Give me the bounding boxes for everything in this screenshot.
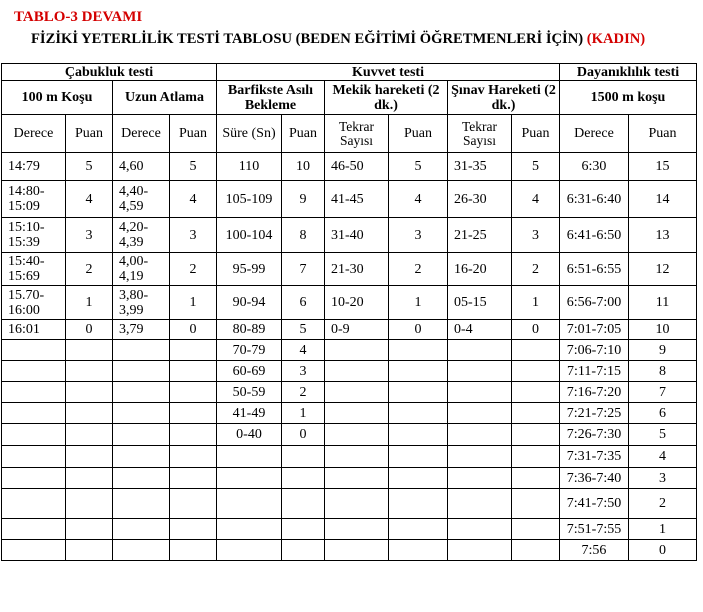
cell-barfiks-puan xyxy=(282,489,325,519)
col-puan: Puan xyxy=(282,115,325,153)
cell-kosu100-puan xyxy=(66,519,113,540)
col-derece: Derece xyxy=(113,115,170,153)
cell-kosu1500-derece: 6:51-6:55 xyxy=(560,253,629,286)
cell-kosu100-derece xyxy=(2,468,66,489)
cell-barfiks-sure: 95-99 xyxy=(217,253,282,286)
table-row xyxy=(2,181,697,218)
cell-kosu1500-puan: 13 xyxy=(629,218,697,253)
col-derece: Derece xyxy=(2,115,66,153)
cell-sinav-puan xyxy=(512,382,560,403)
cell-mekik-tekrar: 31-40 xyxy=(325,218,389,253)
cell-kosu1500-puan: 15 xyxy=(629,153,697,181)
cell-mekik-puan xyxy=(389,382,448,403)
cell-uzun-atlama-derece xyxy=(113,361,170,382)
cell-kosu100-puan: 1 xyxy=(66,286,113,320)
cell-kosu1500-derece: 7:41-7:50 xyxy=(560,489,629,519)
cell-barfiks-puan: 3 xyxy=(282,361,325,382)
cell-kosu100-puan xyxy=(66,540,113,561)
cell-mekik-puan xyxy=(389,424,448,446)
table-row xyxy=(2,424,697,446)
col-sure: Süre (Sn) xyxy=(217,115,282,153)
cell-mekik-puan xyxy=(389,519,448,540)
table-row xyxy=(2,153,697,181)
cell-kosu100-derece xyxy=(2,540,66,561)
col-puan: Puan xyxy=(629,115,697,153)
table-row xyxy=(2,382,697,403)
col-tekrar: Tekrar Sayısı xyxy=(448,115,512,153)
cell-sinav-tekrar xyxy=(448,340,512,361)
cell-uzun-atlama-puan xyxy=(170,446,217,468)
cell-kosu100-derece: 14:79 xyxy=(2,153,66,181)
cell-barfiks-sure xyxy=(217,446,282,468)
cell-uzun-atlama-derece xyxy=(113,424,170,446)
cell-mekik-puan xyxy=(389,446,448,468)
cell-uzun-atlama-puan xyxy=(170,340,217,361)
cell-uzun-atlama-derece xyxy=(113,468,170,489)
cell-kosu100-derece xyxy=(2,446,66,468)
cell-kosu100-derece xyxy=(2,340,66,361)
cell-kosu100-puan xyxy=(66,468,113,489)
test-mekik: Mekik hareketi (2 dk.) xyxy=(325,81,448,115)
cell-barfiks-sure xyxy=(217,468,282,489)
cell-kosu1500-derece: 7:11-7:15 xyxy=(560,361,629,382)
cell-mekik-tekrar xyxy=(325,540,389,561)
cell-kosu1500-puan: 9 xyxy=(629,340,697,361)
table-row xyxy=(2,286,697,320)
cell-kosu100-puan: 3 xyxy=(66,218,113,253)
cell-kosu1500-derece: 7:01-7:05 xyxy=(560,320,629,340)
cell-uzun-atlama-derece: 4,60 xyxy=(113,153,170,181)
cell-uzun-atlama-derece xyxy=(113,382,170,403)
cell-mekik-puan xyxy=(389,489,448,519)
col-puan: Puan xyxy=(66,115,113,153)
cell-sinav-puan: 4 xyxy=(512,181,560,218)
cell-kosu1500-derece: 6:31-6:40 xyxy=(560,181,629,218)
cell-mekik-puan: 5 xyxy=(389,153,448,181)
cell-kosu1500-puan: 5 xyxy=(629,424,697,446)
cell-sinav-puan: 1 xyxy=(512,286,560,320)
cell-mekik-puan: 4 xyxy=(389,181,448,218)
cell-kosu1500-derece: 6:30 xyxy=(560,153,629,181)
cell-kosu1500-derece: 7:16-7:20 xyxy=(560,382,629,403)
cell-sinav-tekrar: 26-30 xyxy=(448,181,512,218)
col-puan: Puan xyxy=(512,115,560,153)
cell-uzun-atlama-puan xyxy=(170,361,217,382)
cell-kosu1500-puan: 1 xyxy=(629,519,697,540)
test-uzun-atlama: Uzun Atlama xyxy=(113,81,217,115)
cell-barfiks-puan: 2 xyxy=(282,382,325,403)
cell-mekik-tekrar xyxy=(325,468,389,489)
cell-mekik-tekrar xyxy=(325,340,389,361)
group-cabukluk: Çabukluk testi xyxy=(2,64,217,81)
title-gender: (KADIN) xyxy=(586,31,646,47)
cell-barfiks-puan: 8 xyxy=(282,218,325,253)
cell-barfiks-sure: 70-79 xyxy=(217,340,282,361)
cell-kosu100-puan: 2 xyxy=(66,253,113,286)
cell-barfiks-sure: 100-104 xyxy=(217,218,282,253)
cell-uzun-atlama-puan xyxy=(170,468,217,489)
table-row xyxy=(2,253,697,286)
cell-sinav-puan: 0 xyxy=(512,320,560,340)
cell-sinav-tekrar: 31-35 xyxy=(448,153,512,181)
cell-kosu100-derece xyxy=(2,382,66,403)
cell-barfiks-sure: 105-109 xyxy=(217,181,282,218)
cell-kosu1500-puan: 10 xyxy=(629,320,697,340)
cell-mekik-tekrar: 21-30 xyxy=(325,253,389,286)
cell-barfiks-sure: 0-40 xyxy=(217,424,282,446)
col-derece: Derece xyxy=(560,115,629,153)
table-row xyxy=(2,361,697,382)
cell-uzun-atlama-puan xyxy=(170,519,217,540)
cell-barfiks-puan: 10 xyxy=(282,153,325,181)
cell-sinav-puan: 5 xyxy=(512,153,560,181)
cell-mekik-puan: 2 xyxy=(389,253,448,286)
cell-uzun-atlama-derece xyxy=(113,446,170,468)
cell-uzun-atlama-puan: 5 xyxy=(170,153,217,181)
cell-sinav-puan xyxy=(512,519,560,540)
cell-mekik-puan: 0 xyxy=(389,320,448,340)
cell-sinav-tekrar: 0-4 xyxy=(448,320,512,340)
table-row xyxy=(2,218,697,253)
cell-uzun-atlama-derece xyxy=(113,489,170,519)
table-row xyxy=(2,320,697,340)
cell-sinav-tekrar xyxy=(448,424,512,446)
table-row xyxy=(2,468,697,489)
cell-barfiks-sure: 80-89 xyxy=(217,320,282,340)
cell-kosu1500-puan: 6 xyxy=(629,403,697,424)
cell-kosu1500-derece: 7:31-7:35 xyxy=(560,446,629,468)
cell-kosu100-derece xyxy=(2,424,66,446)
cell-uzun-atlama-derece: 3,80-3,99 xyxy=(113,286,170,320)
cell-barfiks-sure xyxy=(217,540,282,561)
table-row xyxy=(2,489,697,519)
test-barfiks: Barfikste Asılı Bekleme xyxy=(217,81,325,115)
cell-barfiks-puan: 6 xyxy=(282,286,325,320)
cell-mekik-puan xyxy=(389,468,448,489)
cell-uzun-atlama-puan: 1 xyxy=(170,286,217,320)
cell-mekik-puan: 1 xyxy=(389,286,448,320)
table-row xyxy=(2,403,697,424)
test-1500m-kosu: 1500 m koşu xyxy=(560,81,697,115)
table-row xyxy=(2,446,697,468)
cell-barfiks-puan: 1 xyxy=(282,403,325,424)
cell-sinav-tekrar xyxy=(448,446,512,468)
cell-barfiks-sure: 90-94 xyxy=(217,286,282,320)
test-100m-kosu: 100 m Koşu xyxy=(2,81,113,115)
cell-mekik-puan xyxy=(389,403,448,424)
cell-kosu1500-derece: 7:21-7:25 xyxy=(560,403,629,424)
cell-mekik-puan xyxy=(389,540,448,561)
cell-barfiks-puan xyxy=(282,468,325,489)
cell-kosu1500-puan: 4 xyxy=(629,446,697,468)
cell-barfiks-puan: 7 xyxy=(282,253,325,286)
cell-mekik-puan xyxy=(389,340,448,361)
table-row xyxy=(2,540,697,561)
cell-mekik-puan xyxy=(389,361,448,382)
cell-uzun-atlama-puan xyxy=(170,382,217,403)
cell-kosu1500-puan: 0 xyxy=(629,540,697,561)
cell-kosu1500-puan: 3 xyxy=(629,468,697,489)
cell-mekik-tekrar xyxy=(325,489,389,519)
fitness-table xyxy=(1,63,697,561)
cell-barfiks-puan: 4 xyxy=(282,340,325,361)
cell-sinav-tekrar xyxy=(448,382,512,403)
cell-sinav-tekrar: 05-15 xyxy=(448,286,512,320)
cell-mekik-tekrar: 0-9 xyxy=(325,320,389,340)
cell-barfiks-puan xyxy=(282,446,325,468)
cell-kosu100-puan xyxy=(66,403,113,424)
cell-kosu100-puan xyxy=(66,361,113,382)
cell-uzun-atlama-derece xyxy=(113,403,170,424)
cell-uzun-atlama-derece: 3,79 xyxy=(113,320,170,340)
cell-sinav-puan xyxy=(512,540,560,561)
cell-kosu100-puan xyxy=(66,382,113,403)
cell-kosu100-derece: 15.70-16:00 xyxy=(2,286,66,320)
table-row xyxy=(2,519,697,540)
cell-sinav-puan xyxy=(512,468,560,489)
group-dayaniklilik: Dayanıklılık testi xyxy=(560,64,697,81)
cell-uzun-atlama-puan: 3 xyxy=(170,218,217,253)
cell-uzun-atlama-derece: 4,40-4,59 xyxy=(113,181,170,218)
cell-sinav-puan xyxy=(512,403,560,424)
cell-kosu100-puan xyxy=(66,446,113,468)
cell-uzun-atlama-derece xyxy=(113,540,170,561)
cell-kosu100-puan: 5 xyxy=(66,153,113,181)
cell-sinav-tekrar xyxy=(448,489,512,519)
cell-uzun-atlama-puan: 0 xyxy=(170,320,217,340)
cell-sinav-puan: 3 xyxy=(512,218,560,253)
cell-kosu100-derece: 14:80-15:09 xyxy=(2,181,66,218)
cell-kosu1500-derece: 7:26-7:30 xyxy=(560,424,629,446)
table-caption: TABLO-3 DEVAMI xyxy=(14,9,143,25)
cell-sinav-tekrar: 16-20 xyxy=(448,253,512,286)
cell-sinav-tekrar: 21-25 xyxy=(448,218,512,253)
cell-kosu100-puan xyxy=(66,489,113,519)
cell-kosu1500-puan: 14 xyxy=(629,181,697,218)
cell-kosu1500-derece: 6:41-6:50 xyxy=(560,218,629,253)
cell-barfiks-sure: 41-49 xyxy=(217,403,282,424)
cell-mekik-tekrar xyxy=(325,403,389,424)
cell-sinav-puan: 2 xyxy=(512,253,560,286)
cell-mekik-tekrar xyxy=(325,519,389,540)
cell-kosu100-derece: 15:10-15:39 xyxy=(2,218,66,253)
cell-uzun-atlama-derece xyxy=(113,340,170,361)
cell-mekik-tekrar xyxy=(325,361,389,382)
cell-sinav-tekrar xyxy=(448,540,512,561)
cell-mekik-tekrar xyxy=(325,446,389,468)
cell-barfiks-puan xyxy=(282,519,325,540)
cell-sinav-tekrar xyxy=(448,361,512,382)
cell-sinav-puan xyxy=(512,340,560,361)
cell-barfiks-puan: 9 xyxy=(282,181,325,218)
title-main: FİZİKİ YETERLİLİK TESTİ TABLOSU (BEDEN EĞİTİMİ ÖĞRETMENLERİ İÇİN) xyxy=(31,31,584,47)
cell-kosu100-puan xyxy=(66,424,113,446)
group-kuvvet: Kuvvet testi xyxy=(217,64,560,81)
col-puan: Puan xyxy=(389,115,448,153)
cell-sinav-tekrar xyxy=(448,403,512,424)
col-tekrar: Tekrar Sayısı xyxy=(325,115,389,153)
cell-sinav-puan xyxy=(512,489,560,519)
cell-barfiks-sure xyxy=(217,519,282,540)
cell-kosu1500-puan: 7 xyxy=(629,382,697,403)
cell-kosu1500-derece: 6:56-7:00 xyxy=(560,286,629,320)
col-puan: Puan xyxy=(170,115,217,153)
cell-kosu1500-puan: 2 xyxy=(629,489,697,519)
cell-barfiks-sure: 60-69 xyxy=(217,361,282,382)
table-row xyxy=(2,340,697,361)
cell-uzun-atlama-derece: 4,20-4,39 xyxy=(113,218,170,253)
cell-uzun-atlama-puan xyxy=(170,540,217,561)
cell-uzun-atlama-derece: 4,00-4,19 xyxy=(113,253,170,286)
cell-kosu100-derece xyxy=(2,361,66,382)
cell-sinav-puan xyxy=(512,446,560,468)
cell-mekik-tekrar xyxy=(325,424,389,446)
cell-barfiks-puan: 0 xyxy=(282,424,325,446)
cell-kosu100-derece xyxy=(2,403,66,424)
cell-uzun-atlama-puan xyxy=(170,489,217,519)
cell-kosu100-derece: 15:40-15:69 xyxy=(2,253,66,286)
cell-uzun-atlama-puan xyxy=(170,403,217,424)
cell-kosu1500-derece: 7:51-7:55 xyxy=(560,519,629,540)
cell-uzun-atlama-derece xyxy=(113,519,170,540)
cell-mekik-tekrar: 10-20 xyxy=(325,286,389,320)
cell-kosu100-puan: 4 xyxy=(66,181,113,218)
cell-kosu100-derece xyxy=(2,489,66,519)
cell-mekik-tekrar: 46-50 xyxy=(325,153,389,181)
cell-sinav-tekrar xyxy=(448,519,512,540)
cell-kosu1500-puan: 11 xyxy=(629,286,697,320)
cell-uzun-atlama-puan: 4 xyxy=(170,181,217,218)
cell-barfiks-puan xyxy=(282,540,325,561)
cell-mekik-tekrar xyxy=(325,382,389,403)
cell-mekik-puan: 3 xyxy=(389,218,448,253)
test-sinav: Şınav Hareketi (2 dk.) xyxy=(448,81,560,115)
cell-sinav-puan xyxy=(512,361,560,382)
cell-kosu1500-derece: 7:56 xyxy=(560,540,629,561)
cell-sinav-tekrar xyxy=(448,468,512,489)
cell-barfiks-sure xyxy=(217,489,282,519)
cell-kosu1500-derece: 7:06-7:10 xyxy=(560,340,629,361)
cell-kosu100-puan: 0 xyxy=(66,320,113,340)
cell-barfiks-sure: 50-59 xyxy=(217,382,282,403)
cell-kosu100-derece xyxy=(2,519,66,540)
cell-barfiks-sure: 110 xyxy=(217,153,282,181)
cell-barfiks-puan: 5 xyxy=(282,320,325,340)
cell-kosu1500-puan: 12 xyxy=(629,253,697,286)
cell-kosu100-derece: 16:01 xyxy=(2,320,66,340)
table-title xyxy=(31,31,645,48)
cell-kosu100-puan xyxy=(66,340,113,361)
cell-kosu1500-puan: 8 xyxy=(629,361,697,382)
cell-uzun-atlama-puan xyxy=(170,424,217,446)
cell-uzun-atlama-puan: 2 xyxy=(170,253,217,286)
cell-kosu1500-derece: 7:36-7:40 xyxy=(560,468,629,489)
cell-sinav-puan xyxy=(512,424,560,446)
cell-mekik-tekrar: 41-45 xyxy=(325,181,389,218)
